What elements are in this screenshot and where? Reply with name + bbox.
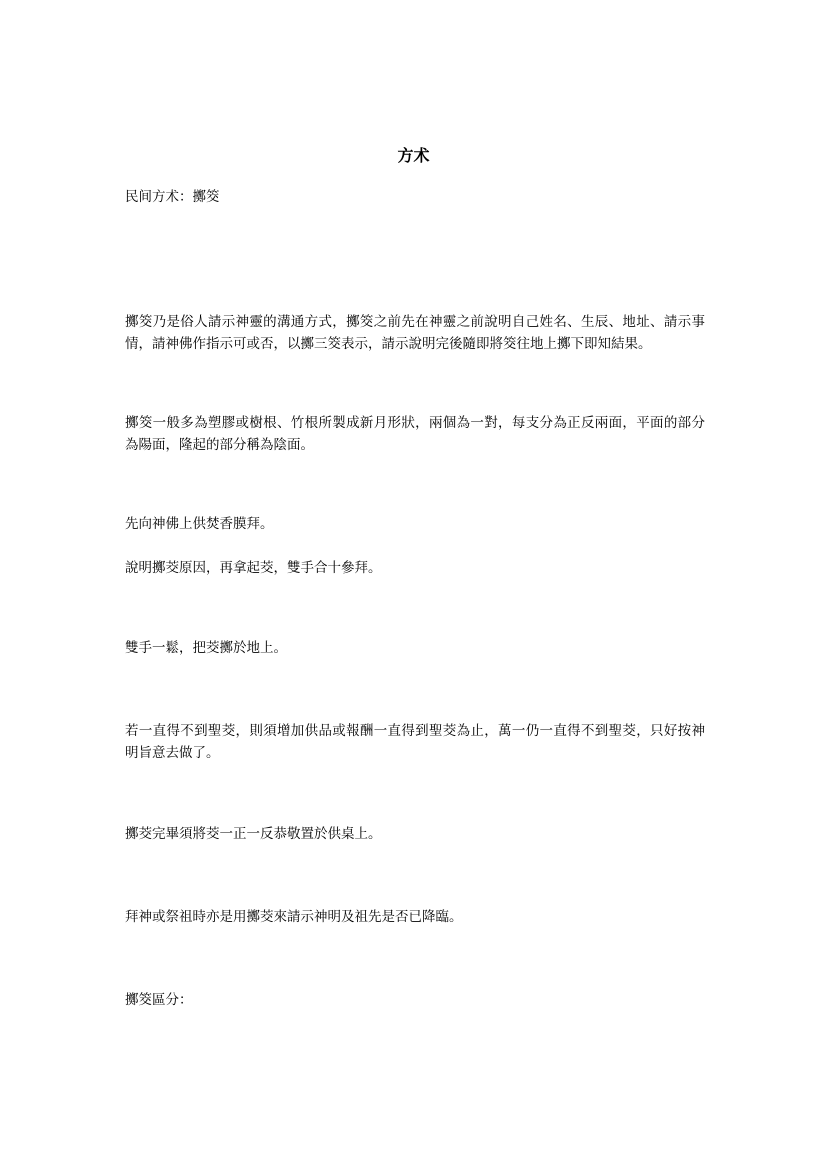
paragraph-intro: 擲筊乃是俗人請示神靈的溝通方式，擲筊之前先在神靈之前說明自己姓名、生辰、地址、請示事情，請神佛作指示可或否，以擲三筊表示，請示說明完後隨即將筊往地上擲下即知結果。 bbox=[125, 314, 705, 352]
subtitle: 民间方术：擲筊 bbox=[125, 189, 220, 205]
paragraph-step-1: 先向神佛上供焚香膜拜。 bbox=[125, 516, 274, 532]
paragraph-step-2: 說明擲茭原因，再拿起茭，雙手合十參拜。 bbox=[125, 560, 382, 576]
paragraph-distinction-heading: 擲筊區分： bbox=[125, 992, 193, 1008]
paragraph-ancestors: 拜神或祭祖時亦是用擲茭來請示神明及祖先是否已降臨。 bbox=[125, 909, 463, 925]
paragraph-material: 擲筊一般多為塑膠或樹根、竹根所製成新月形狀，兩個為一對，每支分為正反兩面，平面的部分為陽面，隆起的部分稱為陰面。 bbox=[125, 415, 705, 453]
paragraph-step-5: 擲茭完畢須將茭一正一反恭敬置於供桌上。 bbox=[125, 826, 382, 842]
paragraph-step-3: 雙手一鬆，把茭擲於地上。 bbox=[125, 640, 287, 656]
paragraph-step-4: 若一直得不到聖茭，則須增加供品或報酬一直得到聖茭為止，萬一仍一直得不到聖茭，只好按神明旨意去做了。 bbox=[125, 723, 705, 761]
page-title: 方术 bbox=[397, 146, 430, 165]
